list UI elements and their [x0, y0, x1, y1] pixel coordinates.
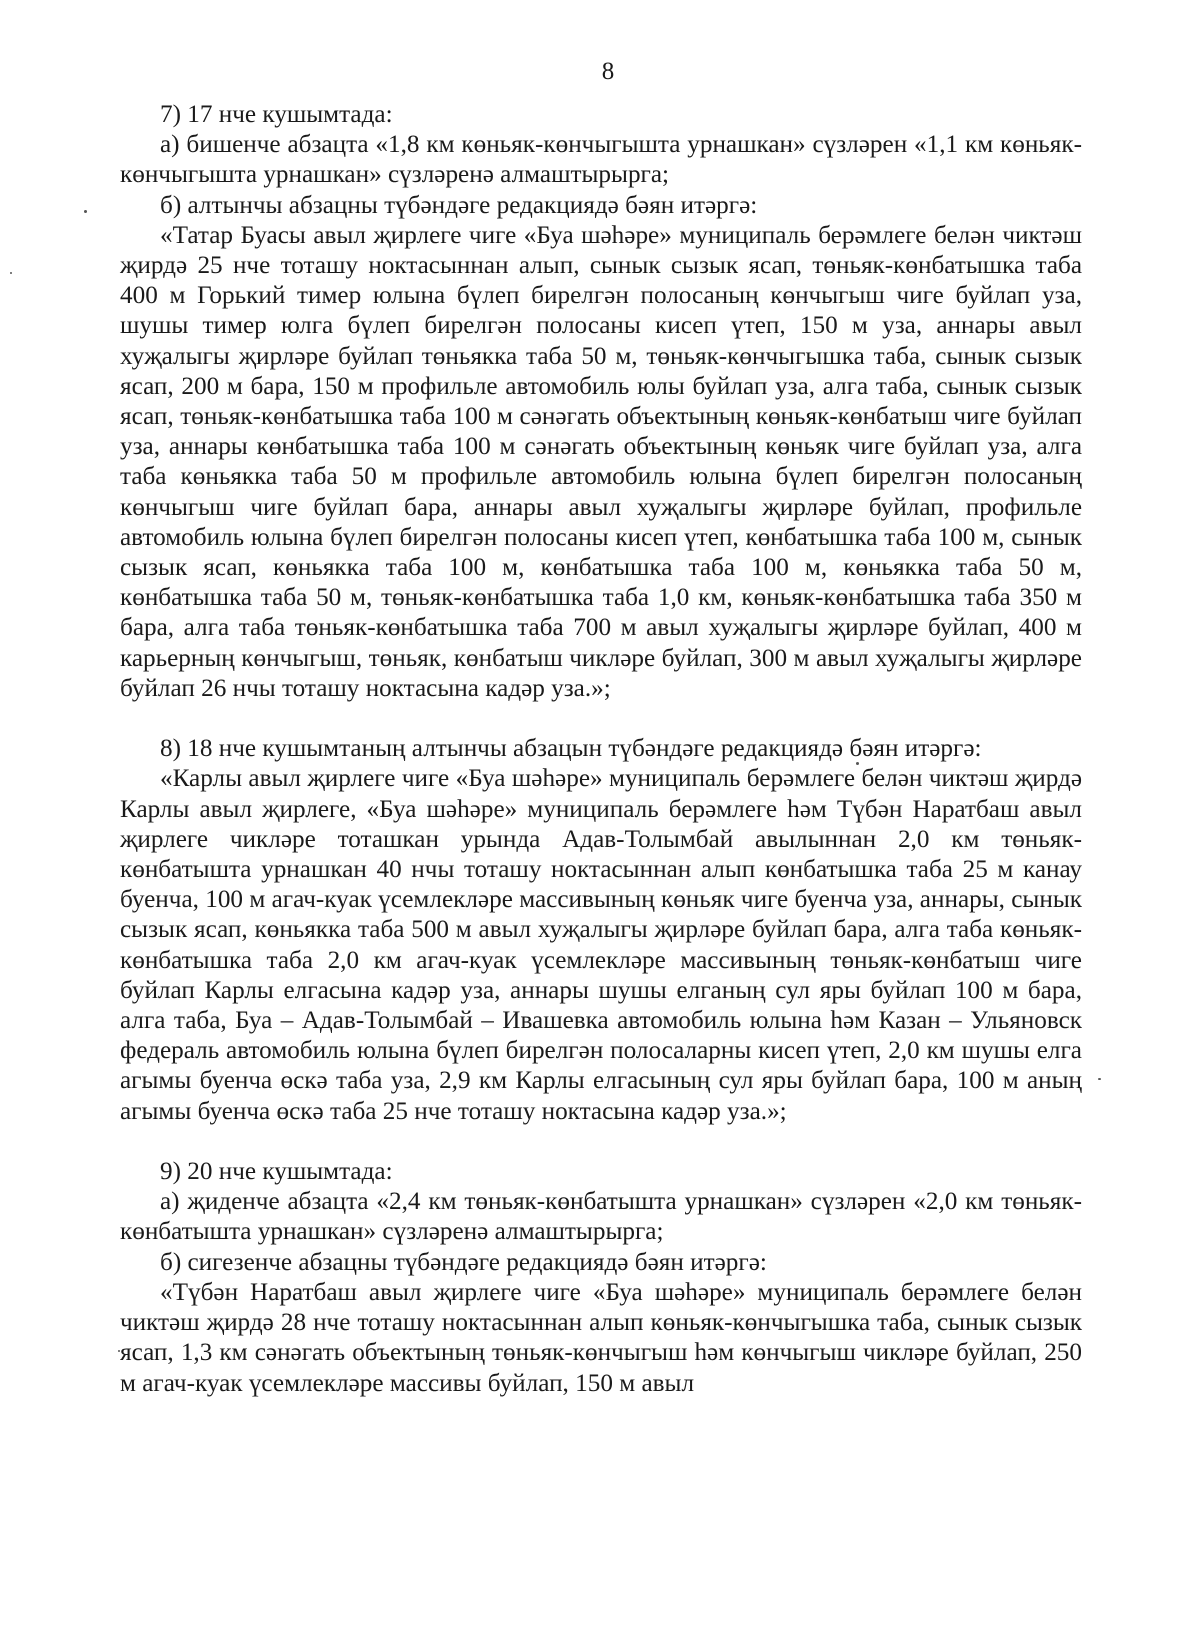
- list-item-7-heading: 7) 17 нче кушымтада:: [160, 101, 393, 128]
- scan-speck: [1098, 1078, 1101, 1080]
- boundary-description-paragraph: «Карлы авыл җирлеге чиге «Буа шәһәре» муниципаль берәмлеге белән чиктәш җирдә Карлы авыл җирлеге, «Буа шәһәре» муниципаль берәмлеге һәм Түбән Наратбаш авыл җирлеге чикләре тоташкан урында Адав-Толымбай авылыннан 2,0 км төньяк-көнбатышта урнашкан 40 нчы тоташу ноктасыннан алып көнбатышка таба 25 м канау буенча, 100 м агач-куак үсемлекләре массивының көньяк чиге буенча уза, аннары, сынык сызык ясап, көньякка таба 500 м авыл хуҗалыгы җирләре буйлап бара, алга таба көньяк-көнбатышка таба 2,0 км агач-куак үсемлекләре массивының төньяк-көнбатыш чиге буйлап Карлы елгасына кадәр уза, аннары шушы елганың сул яры буйлап 100 м бара, алга таба, Буа – Адав-Толымбай – Ивашевка автомобиль юлына һәм Казан – Ульяновск федераль автомобиль юлына бүлеп бирелгән полосаларны кисеп үтеп, 2,0 км шушы елга агымы буенча өскә таба уза, 2,9 км Карлы елгасының сул яры буйлап бара, 100 м аның агымы буенча өскә таба 25 нче тоташу ноктасына кадәр уза.»;: [120, 765, 1082, 1125]
- amendment-paragraph: а) бишенче абзацта «1,8 км көньяк-көнчыгышта урнашкан» сүзләрен «1,1 км көньяк-көнчыгышта урнашкан» сүзләренә алмаштырырга;: [120, 131, 1082, 189]
- boundary-description-paragraph: «Түбән Наратбаш авыл җирлеге чиге «Буа шәһәре» муниципаль берәмлеге белән чиктәш җирдә 28 нче тоташу ноктасыннан алып көньяк-көнчыгышка таба, сынык сызык ясап, 1,3 км сәнәгать объектының төньяк-көнчыгыш һәм көнчыгыш чикләре буйлап, 250 м агач-куак үсемлекләре массивы буйлап, 150 м авыл: [120, 1278, 1082, 1397]
- scan-speck: [10, 272, 12, 274]
- amendment-paragraph: а) җиденче абзацта «2,4 км төньяк-көнбатышта урнашкан» сүзләрен «2,0 км төньяк-көнбатышта урнашкан» сүзләренә алмаштырырга;: [120, 1188, 1082, 1246]
- scan-speck: [118, 1350, 120, 1352]
- scan-speck: [84, 210, 87, 213]
- list-item-8-heading: 8) 18 нче кушымтаның алтынчы абзацын түбәндәге редакциядә бәян итәргә:: [160, 735, 982, 763]
- list-item-9-heading: 9) 20 нче кушымтада:: [160, 1158, 393, 1186]
- amendment-paragraph: б) сигезенче абзацны түбәндәге редакциядә бәян итәргә:: [160, 1248, 767, 1276]
- amendment-paragraph: б) алтынчы абзацны түбәндәге редакциядә бәян итәргә:: [160, 191, 758, 219]
- scan-speck: [856, 762, 859, 765]
- document-body: [120, 100, 1082, 1399]
- page-number: 8: [601, 58, 615, 85]
- boundary-description-paragraph: «Татар Буасы авыл җирлеге чиге «Буа шәһәре» муниципаль берәмлеге белән чиктәш җирдә 25 нче тоташу ноктасыннан алып, сынык сызык ясап, төньяк-көнбатышка таба 400 м Горький тимер юлына бүлеп бирелгән полосаның көнчыгыш чиге буйлап уза, шушы тимер юлга бүлеп бирелгән полосаны кисеп үтеп, 150 м уза, аннары авыл хуҗалыгы җирләре буйлап төньякка таба 50 м, төньяк-көнчыгышка таба, сынык сызык ясап, 200 м бара, 150 м профильле автомобиль юлы буйлап уза, алга таба, сынык сызык ясап, төньяк-көнбатышка таба 100 м сәнәгать объектының көньяк-көнбатыш чиге буйлап уза, аннары көнбатышка таба 100 м сәнәгать объектының көньяк чиге буйлап уза, алга таба көньякка таба 50 м профильле автомобиль юлына бүлеп бирелгән полосаның көнчыгыш чиге буйлап бара, аннары авыл хуҗалыгы җирләре буйлап, профильле автомобиль юлына бүлеп бирелгән полосаны кисеп үтеп, көнбатышка таба 100 м, сынык сызык ясап, көньякка таба 100 м, көнбатышка таба 100 м, көньякка таба 50 м, көнбатышка таба 50 м, төньяк-көнбатышка таба 1,0 км, көньяк-көнбатышка таба 350 м бара, алга таба төньяк-көнбатышка таба 700 м авыл хуҗалыгы җирләре буйлап, 400 м карьерның көнчыгыш, төньяк, көнбатыш чикләре буйлап, 300 м авыл хуҗалыгы җирләре буйлап 26 нчы тоташу ноктасына кадәр уза.»;: [120, 221, 1082, 702]
